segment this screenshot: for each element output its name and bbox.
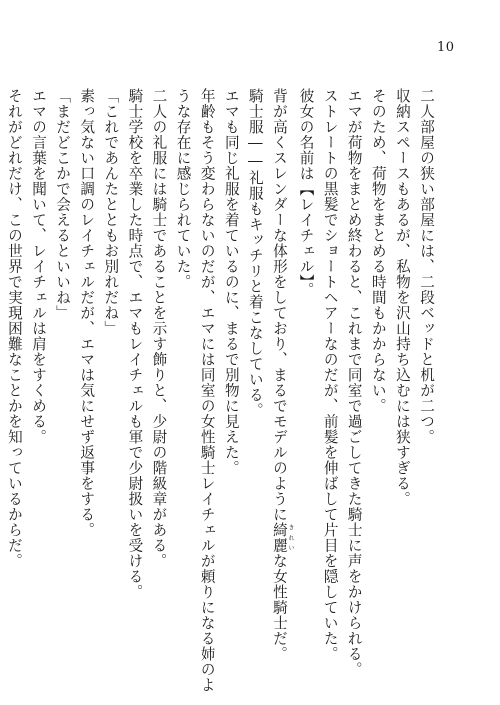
furigana-kirei xyxy=(270,522,294,553)
ruby-reading: きれい xyxy=(286,522,294,553)
text-line-3: そのため、荷物をまとめる時間もかからない。 xyxy=(369,88,387,414)
text-line-7-before: 背が高くスレンダーな体形をしており、まるでモデルのように xyxy=(270,88,288,522)
text-line-9: エマも同じ礼服を着ているのに、まるで別物に見えた。 xyxy=(222,88,240,476)
text-line-18: それがどれだけ、この世界で実現困難なことかを知っているからだ。 xyxy=(5,88,23,569)
text-line-6: 彼女の名前は【レイチェル】。 xyxy=(297,88,315,298)
text-line-2: 収納スペースもあるが、私物を沢山持ち込むには狭すぎる。 xyxy=(393,88,411,507)
text-line-16: 「まだどこかで会えるといいね」 xyxy=(54,88,72,321)
text-line-12: 二人の礼服には騎士であることを示す飾りと、少尉の階級章がある。 xyxy=(150,88,168,569)
text-line-7 xyxy=(267,88,294,664)
text-line-4: エマが荷物をまとめ終わると、これまで同室で過ごしてきた騎士に声をかけられる。 xyxy=(345,88,363,677)
text-line-7-after: な女性騎士だ。 xyxy=(270,553,288,662)
body-text xyxy=(5,88,438,693)
text-line-11: うな存在に感じられていた。 xyxy=(174,88,192,290)
text-line-10: 年齢もそう変わらないのだが、エマには同室の女性騎士レイチェルが頼りになる姉のよ xyxy=(198,88,216,693)
text-line-8: 騎士服――礼服もキッチリと着こなしている。 xyxy=(246,88,264,419)
ruby-base: 綺麗 xyxy=(270,522,288,553)
text-line-1: 二人部屋の狭い部屋には、二段ベッドと机が二つ。 xyxy=(418,88,435,445)
text-line-14: 「これであんたとともお別れだね」 xyxy=(102,88,120,336)
page-number: 10 xyxy=(437,40,455,55)
text-line-17: エマの言葉を聞いて、レイチェルは肩をすくめる。 xyxy=(30,88,47,445)
text-line-5: ストレートの黒髪でショートヘアーなのだが、前髪を伸ばして片目を隠していた。 xyxy=(321,88,339,662)
text-line-15: 素っ気ない口調のレイチェルだが、エマは気にせず返事をする。 xyxy=(78,88,96,538)
text-line-13: 騎士学校を卒業した時点で、エマもレイチェルも軍で少尉扱いを受ける。 xyxy=(126,88,144,600)
